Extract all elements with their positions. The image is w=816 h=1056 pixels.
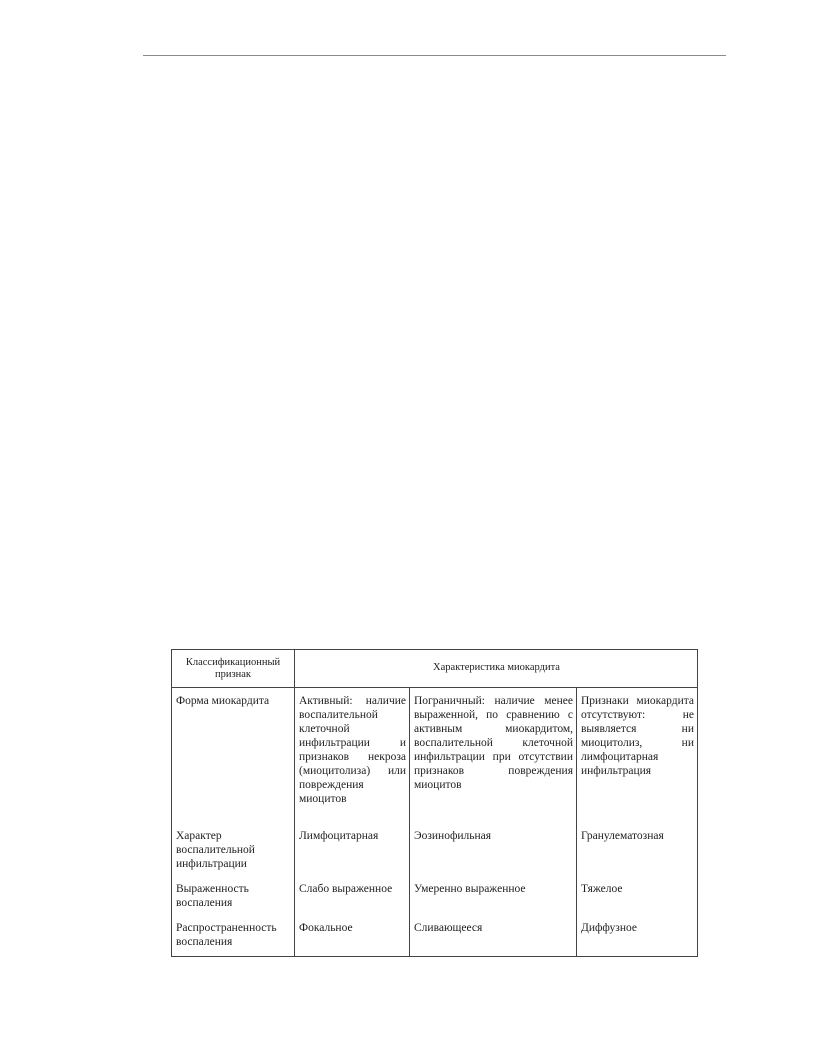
table-cell: Умеренно выраженное [410,876,577,915]
table-cell: Слабо выраженное [295,876,410,915]
table-cell: Пограничный: наличие менее выраженной, по сравнению с активным миокардитом, воспалительной клеточной инфильтрации при отсутствии признаков повреждения миоцитов [410,688,577,824]
table-cell: Эозинофильная [410,823,577,876]
row-label: Характер воспалительной инфильтрации [172,823,295,876]
table-row [172,876,698,915]
header-classification-feature: Классификационный признак [172,650,295,688]
table-row [172,915,698,957]
top-rule [143,55,726,56]
header-myocarditis-characteristic: Характеристика миокардита [295,650,698,688]
table-cell: Гранулематозная [577,823,698,876]
table-cell: Активный: наличие воспалительной клеточной инфильтрации и признаков некроза (миоцитолиза) или повреждения миоцитов [295,688,410,824]
myocarditis-classification-table [171,649,697,957]
table [171,649,698,957]
table-cell: Сливающееся [410,915,577,957]
table-row [172,688,698,824]
table-cell: Диффузное [577,915,698,957]
table-cell: Лимфоцитарная [295,823,410,876]
row-label: Форма миокардита [172,688,295,824]
row-label: Распространенность воспаления [172,915,295,957]
table-cell: Фокальное [295,915,410,957]
row-label: Выраженность воспаления [172,876,295,915]
table-row [172,823,698,876]
table-cell: Признаки миокардита отсутствуют: не выявляется ни миоцитолиз, ни лимфоцитарная инфильтрация [577,688,698,824]
table-header-row [172,650,698,688]
table-cell: Тяжелое [577,876,698,915]
